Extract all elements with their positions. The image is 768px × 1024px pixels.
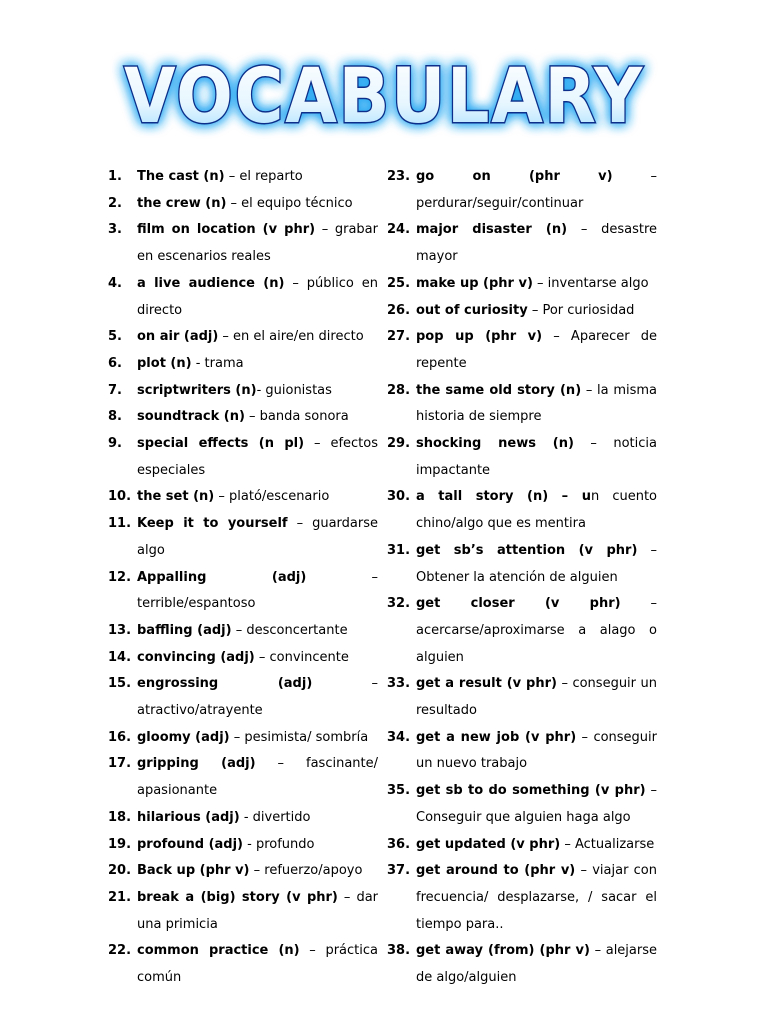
vocab-term: go on (phr v): [416, 169, 613, 184]
vocab-item-entry: [137, 618, 378, 645]
vocab-item-number: 25.: [387, 275, 411, 291]
vocab-item: [108, 671, 378, 724]
vocab-item-entry: [137, 271, 378, 324]
vocab-definition: – alejarse de algo/alguien: [416, 943, 657, 986]
vocab-item: [108, 404, 378, 431]
vocab-item-entry: [416, 378, 657, 431]
vocab-term: special effects (n pl): [137, 436, 305, 452]
vocab-definition: - trama: [191, 355, 244, 371]
vocab-definition: – desastre mayor: [416, 222, 658, 265]
vocab-definition: – Obtener la atención de alguien: [416, 542, 657, 585]
vocab-item-number: 9.: [108, 436, 122, 452]
vocab-item-number: 29.: [387, 436, 411, 452]
vocab-item-entry: [137, 565, 378, 618]
vocab-item-number: 10.: [108, 489, 132, 505]
vocabulary-list-right: [387, 164, 657, 992]
vocab-term: Back up (phr v): [137, 863, 250, 879]
vocab-item-number: 31.: [387, 542, 411, 558]
vocab-term: pop up (phr v): [416, 329, 543, 345]
vocab-item-entry: [137, 858, 378, 885]
vocab-item-number: 13.: [108, 622, 132, 638]
vocab-item-entry: [416, 271, 657, 298]
vocab-item-number: 27.: [387, 329, 411, 345]
vocab-item-entry: [416, 324, 657, 377]
vocab-term: film on location (v phr): [137, 222, 316, 238]
vocab-definition: – refuerzo/apoyo: [249, 863, 363, 879]
vocab-item-entry: [137, 324, 378, 351]
vocab-term: The cast (n): [137, 169, 225, 184]
vocab-item-number: 12.: [108, 569, 132, 585]
vocab-definition: - divertido: [239, 809, 311, 825]
vocab-item-entry: [416, 938, 657, 991]
vocab-item: [108, 832, 378, 859]
vocab-item: [108, 618, 378, 645]
vocab-term: major disaster (n): [416, 222, 568, 238]
vocab-item-entry: [416, 431, 657, 484]
vocab-definition: – práctica común: [137, 943, 378, 986]
vocab-definition: – el equipo técnico: [226, 195, 353, 211]
vocab-definition: – guardarse algo: [137, 516, 378, 558]
vocab-item: [108, 938, 378, 991]
vocab-definition: – viajar con frecuencia/ desplazarse, / sacar el tiempo para..: [416, 863, 657, 932]
vocab-item-number: 26.: [387, 302, 411, 318]
vocab-item-entry: [137, 938, 378, 991]
vocab-term: get away (from) (phr v): [416, 943, 590, 959]
vocab-item: [387, 484, 657, 537]
vocab-definition: – conseguir un resultado: [416, 676, 657, 719]
vocab-term: get around to (phr v): [416, 863, 576, 879]
vocab-item-number: 20.: [108, 863, 132, 879]
vocab-item-number: 5.: [108, 329, 122, 345]
vocab-item: [108, 484, 378, 511]
vocab-item-entry: [137, 832, 378, 859]
vocab-item-number: 4.: [108, 275, 122, 291]
vocab-definition: – terrible/espantoso: [137, 569, 378, 612]
vocab-item: [108, 805, 378, 832]
vocab-item-number: 36.: [387, 836, 411, 852]
vocab-term: get a new job (v phr): [416, 729, 577, 745]
vocabulary-title-banner: [100, 48, 668, 144]
vocab-term: get a result (v phr): [416, 676, 557, 692]
vocab-item-number: 7.: [108, 382, 122, 398]
vocab-item-entry: [137, 885, 378, 938]
vocab-term: engrossing (adj): [137, 676, 313, 692]
vocab-item-number: 6.: [108, 355, 122, 371]
vocab-item-number: 19.: [108, 836, 132, 852]
vocab-item-entry: [137, 511, 378, 564]
vocab-term: plot (n): [137, 355, 192, 371]
vocab-item: [108, 751, 378, 804]
vocab-term: get sb to do something (v phr): [416, 783, 646, 799]
vocab-term: get updated (v phr): [416, 836, 561, 852]
vocab-item: [387, 725, 657, 778]
vocab-item-entry: [416, 671, 657, 724]
vocab-item-entry: [137, 431, 378, 484]
vocab-item-number: 38.: [387, 943, 411, 959]
vocab-term: scriptwriters (n): [137, 382, 257, 398]
vocab-item: [387, 832, 657, 859]
vocab-term: get closer (v phr): [416, 596, 621, 612]
vocab-item: [387, 938, 657, 991]
vocab-item-entry: [137, 378, 378, 405]
vocab-term: baffling (adj): [137, 622, 232, 638]
vocab-definition: – perdurar/seguir/continuar: [416, 169, 657, 211]
vocab-item: [387, 271, 657, 298]
vocab-item-entry: [137, 725, 378, 752]
vocab-item-number: 11.: [108, 516, 132, 532]
vocab-item-number: 18.: [108, 809, 132, 825]
vocab-item-entry: [416, 778, 657, 831]
vocab-item-entry: [137, 164, 378, 191]
vocab-item: [108, 324, 378, 351]
vocab-item: [387, 778, 657, 831]
vocab-definition: – Actualizarse: [560, 836, 655, 852]
vocab-definition: – atractivo/atrayente: [137, 676, 378, 719]
vocab-definition: – plató/escenario: [214, 489, 330, 505]
vocab-item: [387, 431, 657, 484]
vocab-term: convincing (adj): [137, 649, 255, 665]
vocab-definition: – desconcertante: [231, 622, 348, 638]
vocab-definition: – convincente: [254, 649, 349, 665]
vocab-item-entry: [137, 217, 378, 270]
vocab-term: shocking news (n): [416, 436, 574, 452]
vocab-item-number: 35.: [387, 783, 411, 799]
vocab-term: soundtrack (n): [137, 409, 245, 425]
vocab-item-entry: [416, 484, 657, 537]
vocab-item-number: 23.: [387, 169, 411, 184]
vocab-item: [108, 431, 378, 484]
vocab-item-number: 1.: [108, 169, 122, 184]
vocab-item: [108, 858, 378, 885]
vocab-definition: – noticia impactante: [416, 436, 657, 478]
vocab-definition: – el reparto: [224, 169, 303, 184]
vocab-item-entry: [416, 298, 657, 325]
vocab-term: a live audience (n): [137, 275, 285, 291]
vocab-item-entry: [137, 191, 378, 218]
vocab-item-number: 33.: [387, 676, 411, 692]
vocab-item: [108, 271, 378, 324]
vocab-item-entry: [416, 858, 657, 938]
vocab-item-entry: [137, 404, 378, 431]
page-title: VOCABULARY: [124, 51, 644, 140]
vocab-item-number: 8.: [108, 409, 122, 425]
vocab-definition: – banda sonora: [244, 409, 349, 425]
vocab-item-entry: [416, 217, 657, 270]
vocab-item-number: 32.: [387, 596, 411, 612]
vocab-term: gripping (adj): [137, 756, 256, 772]
vocab-item: [387, 164, 657, 217]
vocab-item-entry: [137, 671, 378, 724]
vocab-definition: – acercarse/aproximarse a alago o alguien: [416, 596, 657, 665]
vocab-item-entry: [137, 351, 378, 378]
vocab-item-entry: [137, 805, 378, 832]
vocab-definition: – en el aire/en directo: [218, 329, 364, 345]
vocab-item: [108, 378, 378, 405]
vocab-term: the same old story (n): [416, 382, 582, 398]
vocab-item: [387, 538, 657, 591]
vocab-item-number: 28.: [387, 382, 411, 398]
vocab-item-entry: [137, 751, 378, 804]
vocab-item: [108, 645, 378, 672]
vocab-item: [387, 298, 657, 325]
vocab-item-entry: [416, 164, 657, 217]
vocabulary-list-left: [108, 164, 378, 992]
vocab-definition: – Aparecer de repente: [416, 329, 658, 371]
vocab-item-entry: [416, 832, 657, 859]
vocab-item-number: 30.: [387, 489, 411, 505]
vocab-item-number: 34.: [387, 729, 411, 745]
vocab-item-entry: [137, 645, 378, 672]
vocab-term: gloomy (adj): [137, 729, 230, 745]
vocab-item-number: 15.: [108, 676, 132, 692]
vocab-term: Appalling (adj): [137, 569, 307, 585]
vocab-item-entry: [416, 538, 657, 591]
vocab-term: out of curiosity: [416, 302, 528, 318]
vocab-definition: n cuento chino/algo que es mentira: [416, 489, 657, 532]
vocab-definition: – público en directo: [137, 275, 378, 318]
vocab-term: get sb’s attention (v phr): [416, 542, 638, 558]
vocab-item-number: 14.: [108, 649, 132, 665]
vocab-term: hilarious (adj): [137, 809, 240, 825]
vocab-definition: – inventarse algo: [532, 275, 649, 291]
vocab-item-entry: [416, 591, 657, 671]
vocab-definition: – Por curiosidad: [527, 302, 635, 318]
vocab-term: Keep it to yourself: [137, 516, 288, 532]
vocab-term: on air (adj): [137, 329, 219, 345]
vocab-item-number: 2.: [108, 195, 122, 211]
vocab-item: [108, 217, 378, 270]
vocab-term: make up (phr v): [416, 275, 533, 291]
vocab-item-entry: [137, 484, 378, 511]
vocab-term: break a (big) story (v phr): [137, 889, 338, 905]
vocab-item: [387, 217, 657, 270]
vocab-item-number: 16.: [108, 729, 132, 745]
vocab-item: [108, 191, 378, 218]
vocab-item: [387, 591, 657, 671]
vocab-item-number: 17.: [108, 756, 132, 772]
vocab-term: the set (n): [137, 489, 215, 505]
vocab-definition: – conseguir un nuevo trabajo: [416, 729, 658, 772]
vocab-item: [387, 378, 657, 431]
vocab-item-number: 21.: [108, 889, 132, 905]
vocab-item: [108, 885, 378, 938]
vocab-definition: – grabar en escenarios reales: [137, 222, 378, 265]
vocab-definition: – efectos especiales: [137, 436, 378, 478]
vocab-item: [387, 671, 657, 724]
vocab-definition: – pesimista/ sombría: [229, 729, 369, 745]
vocab-item-entry: [416, 725, 657, 778]
vocab-item: [387, 858, 657, 938]
vocab-definition: - guionistas: [256, 382, 332, 398]
vocab-item-number: 24.: [387, 222, 411, 238]
vocab-term: common practice (n): [137, 943, 300, 959]
vocab-item: [387, 324, 657, 377]
vocab-definition: – Conseguir que alguien haga algo: [416, 783, 657, 825]
vocab-item: [108, 351, 378, 378]
vocab-definition: – fascinante/ apasionante: [137, 756, 378, 799]
vocab-term: the crew (n): [137, 195, 227, 211]
vocab-item-number: 22.: [108, 943, 132, 959]
vocab-term: profound (adj): [137, 836, 243, 852]
vocab-item: [108, 164, 378, 191]
vocab-item-number: 3.: [108, 222, 122, 238]
vocab-item-number: 37.: [387, 863, 411, 879]
vocab-item: [108, 565, 378, 618]
vocab-definition: – dar una primicia: [137, 889, 379, 932]
vocab-item: [108, 511, 378, 564]
vocab-definition: - profundo: [243, 836, 315, 852]
vocab-term: a tall story (n) – u: [416, 489, 591, 505]
vocab-definition: – la misma historia de siempre: [416, 382, 657, 425]
vocab-item: [108, 725, 378, 752]
